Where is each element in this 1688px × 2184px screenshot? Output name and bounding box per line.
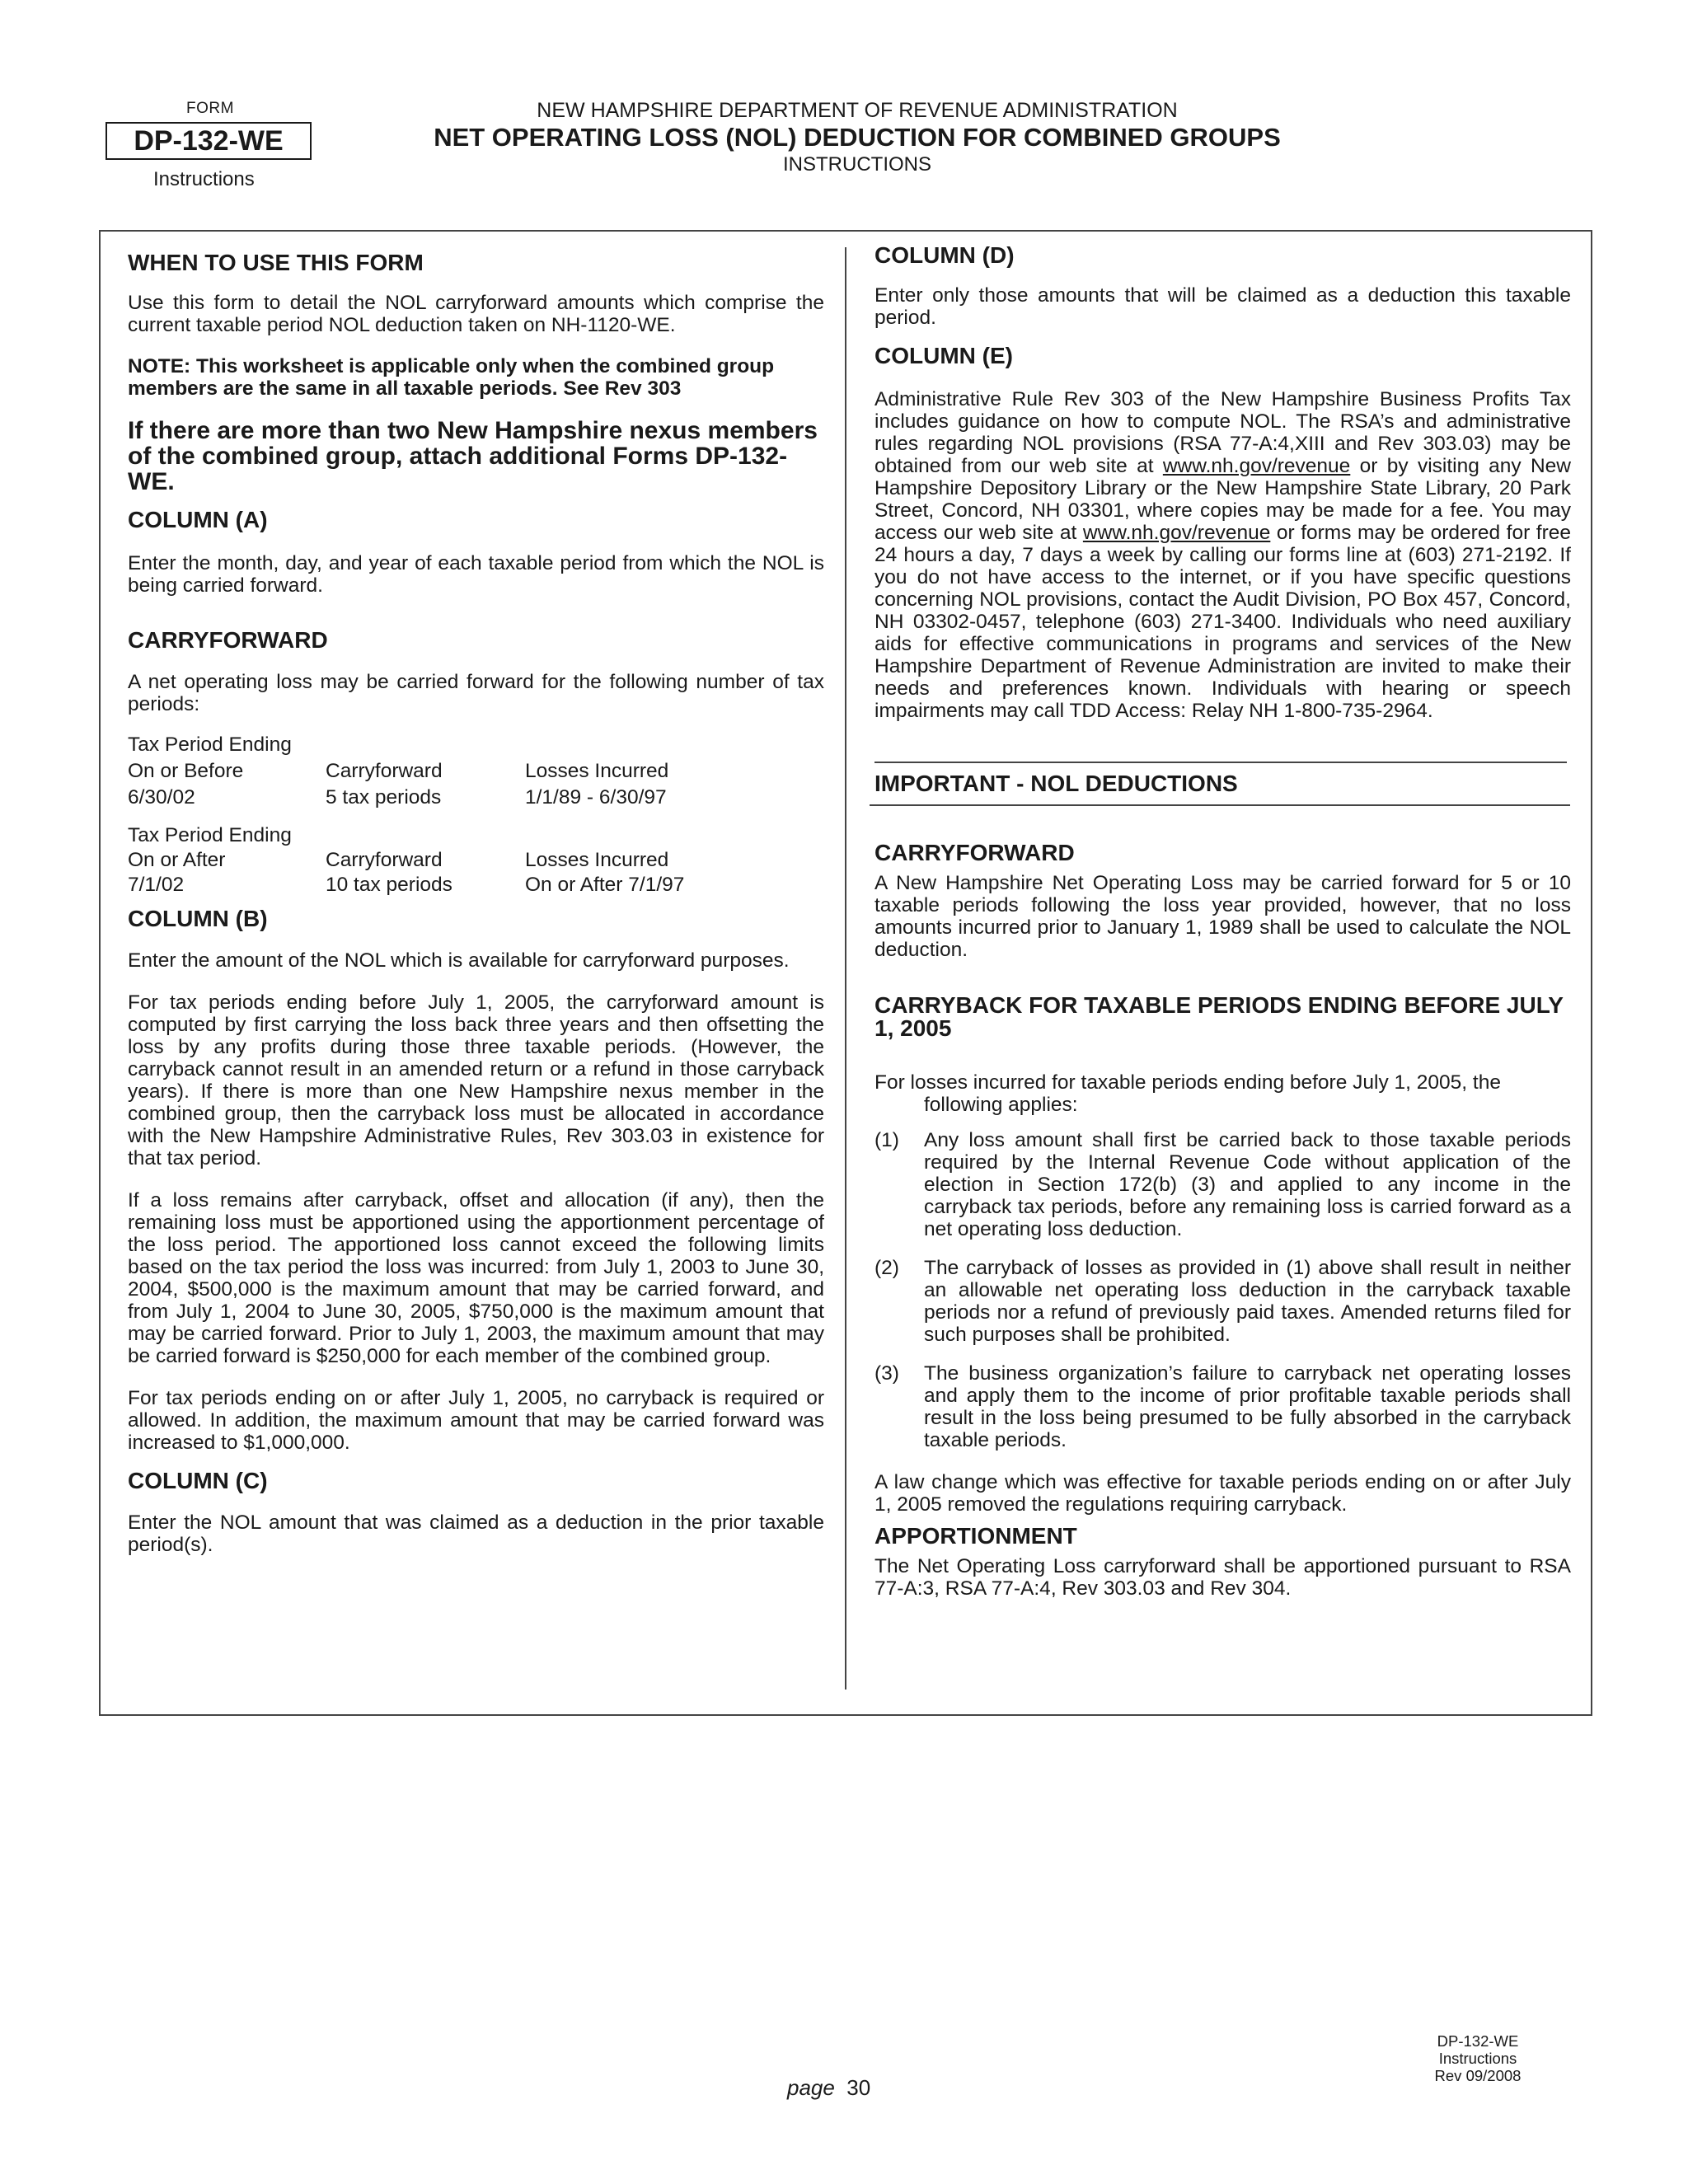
footer-form-info	[1395, 2032, 1560, 2084]
column-divider	[845, 247, 846, 1690]
page-title: NET OPERATING LOSS (NOL) DEDUCTION FOR COMBINED GROUPS	[434, 123, 1281, 152]
document-header	[330, 98, 1385, 177]
section-heading-important: IMPORTANT - NOL DEDUCTIONS	[874, 771, 1238, 796]
website-link[interactable]: www.nh.gov/revenue	[1162, 455, 1351, 477]
carryback-intro: For losses incurred for taxable periods ending before July 1, 2005, the following applies:	[874, 1071, 1501, 1116]
table-cell: 7/1/02	[128, 874, 185, 896]
form-label: FORM	[186, 100, 234, 117]
website-link[interactable]: www.nh.gov/revenue	[1082, 522, 1271, 544]
page-subtitle: INSTRUCTIONS	[783, 153, 931, 176]
table-cell: On or Before	[128, 760, 244, 782]
column-c-text: Enter the NOL amount that was claimed as a deduction in the prior taxable period(s).	[128, 1511, 824, 1556]
carryforward-table-before	[128, 733, 824, 809]
section-heading-column-b: COLUMN (B)	[128, 906, 268, 931]
table-cell: 1/1/89 - 6/30/97	[525, 786, 667, 808]
form-subtitle: Instructions	[153, 168, 255, 190]
column-b-text-4: For tax periods ending on or after July 1, 2005, no carryback is required or allowed. In addition, the maximum amount that may be carried forward was increased to $1,000,000.	[128, 1387, 824, 1454]
list-item	[874, 1257, 1571, 1346]
apportionment-text: The Net Operating Loss carryforward shall be apportioned pursuant to RSA 77-A:3, RSA 77-A:4, Rev 303.03 and Rev 304.	[874, 1555, 1571, 1600]
section-heading-carryforward-right: CARRYFORWARD	[874, 840, 1075, 865]
additional-forms-note: If there are more than two New Hampshire nexus members of the combined group, attach additional Forms DP-132-WE.	[128, 417, 818, 495]
carryforward-table-after	[128, 824, 824, 897]
list-item-text: The business organization’s failure to carryback net operating losses and apply them to the income of prior profitable taxable periods shall result in the loss being presumed to be fully absorbed in the carryback taxable periods.	[924, 1362, 1571, 1451]
column-b-text-2: For tax periods ending before July 1, 2005, the carryforward amount is computed by first carrying the loss back three years and then offsetting the loss by any profits during those three taxable periods. (However, the carryback cannot result in an amended return or a refund in those carryback years). If there is more than one New Hampshire nexus member in the combined group, then the carryback loss must be allocated in accordance with the New Hampshire Administrative Rules, Rev 303.03 in existence for that tax period.	[128, 991, 824, 1169]
page-number	[787, 2075, 870, 2101]
table-header: Tax Period Ending	[128, 733, 292, 756]
column-e-text-part: Administrative Rule Rev 303 of the New Hampshire Business Profits Tax includes guidance on how to compute NOL. The RSA’s and administrative rules regarding NOL provisions (RSA 77-A:4,XIII and Rev 303.03) may be obtained from our web site at	[874, 388, 1571, 477]
list-item-text: Any loss amount shall first be carried back to those taxable periods required by the Internal Revenue Code without application of the election in Section 172(b) (3) and applied to any income in the carryback tax periods, before any remaining loss is carried forward as a net operating loss deduction.	[924, 1129, 1571, 1240]
list-item-text: The carryback of losses as provided in (1) above shall result in neither an allowable net operating loss deduction in the carryback taxable periods nor a refund of previously paid taxes. Amended returns filed for such purposes shall be prohibited.	[924, 1257, 1571, 1346]
department-name: NEW HAMPSHIRE DEPARTMENT OF REVENUE ADMINISTRATION	[537, 99, 1178, 122]
section-heading-carryback: CARRYBACK FOR TAXABLE PERIODS ENDING BEFORE JULY 1, 2005	[874, 992, 1564, 1041]
footer-revision: Rev 09/2008	[1434, 2067, 1522, 2084]
section-heading-when: WHEN TO USE THIS FORM	[128, 250, 424, 275]
table-cell: Losses Incurred	[525, 760, 669, 782]
section-rule	[874, 762, 1567, 763]
list-item	[874, 1362, 1571, 1451]
footer-form-code: DP-132-WE	[1437, 2032, 1519, 2050]
list-item-number: (3)	[874, 1362, 899, 1385]
table-cell: 6/30/02	[128, 786, 195, 808]
section-heading-apportionment: APPORTIONMENT	[874, 1523, 1077, 1549]
section-heading-column-d: COLUMN (D)	[874, 242, 1015, 268]
table-cell: On or After	[128, 849, 226, 871]
column-b-text-1: Enter the amount of the NOL which is available for carryforward purposes.	[128, 949, 790, 972]
column-e-text	[874, 388, 1571, 722]
section-heading-column-a: COLUMN (A)	[128, 507, 268, 532]
carryforward-right-text: A New Hampshire Net Operating Loss may be carried forward for 5 or 10 taxable periods following the loss year provided, however, that no loss amounts incurred prior to January 1, 1989 shall be used to calculate the NOL deduction.	[874, 872, 1571, 961]
column-e-text-part: or by visiting any New Hampshire Depository Library or the New Hampshire State Library, 20 Park Street, Concord, NH 03301, where copies may be made for a fee. You may access our web site at	[874, 455, 1571, 544]
left-column	[128, 249, 824, 1556]
list-item-number: (1)	[874, 1129, 899, 1151]
list-item-number: (2)	[874, 1257, 899, 1279]
section-heading-column-e: COLUMN (E)	[874, 343, 1013, 368]
column-a-text: Enter the month, day, and year of each taxable period from which the NOL is being carried forward.	[128, 552, 824, 597]
table-cell: Losses Incurred	[525, 849, 669, 871]
table-cell: 5 tax periods	[326, 786, 442, 808]
page-number-value: 30	[846, 2075, 871, 2100]
column-d-text: Enter only those amounts that will be claimed as a deduction this taxable period.	[874, 284, 1571, 329]
list-item	[874, 1129, 1571, 1240]
right-column	[874, 241, 1571, 1600]
when-text: Use this form to detail the NOL carryforward amounts which comprise the current taxable period NOL deduction taken on NH-1120-WE.	[128, 292, 824, 336]
carryforward-text: A net operating loss may be carried forward for the following number of tax periods:	[128, 671, 824, 715]
page-word: page	[787, 2075, 835, 2100]
table-cell: Carryforward	[326, 849, 443, 871]
table-cell: On or After 7/1/97	[525, 874, 685, 896]
table-cell: 10 tax periods	[326, 874, 452, 896]
footer-form-sub: Instructions	[1438, 2050, 1517, 2067]
section-heading-carryforward: CARRYFORWARD	[128, 627, 328, 653]
form-number: DP-132-WE	[106, 122, 312, 160]
law-change-text: A law change which was effective for taxable periods ending on or after July 1, 2005 removed the regulations requiring carryback.	[874, 1471, 1571, 1516]
column-b-text-3: If a loss remains after carryback, offset and allocation (if any), then the remaining loss must be apportioned using the apportionment percentage of the loss period. The apportioned loss cannot exceed the following limits based on the tax period the loss was incurred: from July 1, 2003 to June 30, 2004, $500,000 is the maximum amount that may be carried forward, and from July 1, 2004 to June 30, 2005, $750,000 is the maximum amount that may be carried forward. Prior to July 1, 2003, the maximum amount that may be carried forward is $250,000 for each member of the combined group.	[128, 1189, 824, 1367]
column-e-text-part: or forms may be ordered for free 24 hours a day, 7 days a week by calling our forms line at (603) 271-2192. If you do not have access to the internet, or if you have specific questions concerning NOL provisions, contact the Audit Division, PO Box 457, Concord, NH 03302-0457, telephone (603) 271-3400. Individuals who need auxiliary aids for effective communications in programs and services of the New Hampshire Department of Revenue Administration are invited to make their needs and preferences known. Individuals with hearing or speech impairments may call TDD Access: Relay NH 1-800-735-2964.	[874, 522, 1571, 722]
table-cell: Carryforward	[326, 760, 443, 782]
section-rule	[870, 804, 1570, 806]
table-header: Tax Period Ending	[128, 824, 292, 846]
note-text: NOTE: This worksheet is applicable only when the combined group members are the same in all taxable periods. See Rev 303	[128, 355, 775, 400]
section-heading-column-c: COLUMN (C)	[128, 1468, 268, 1493]
